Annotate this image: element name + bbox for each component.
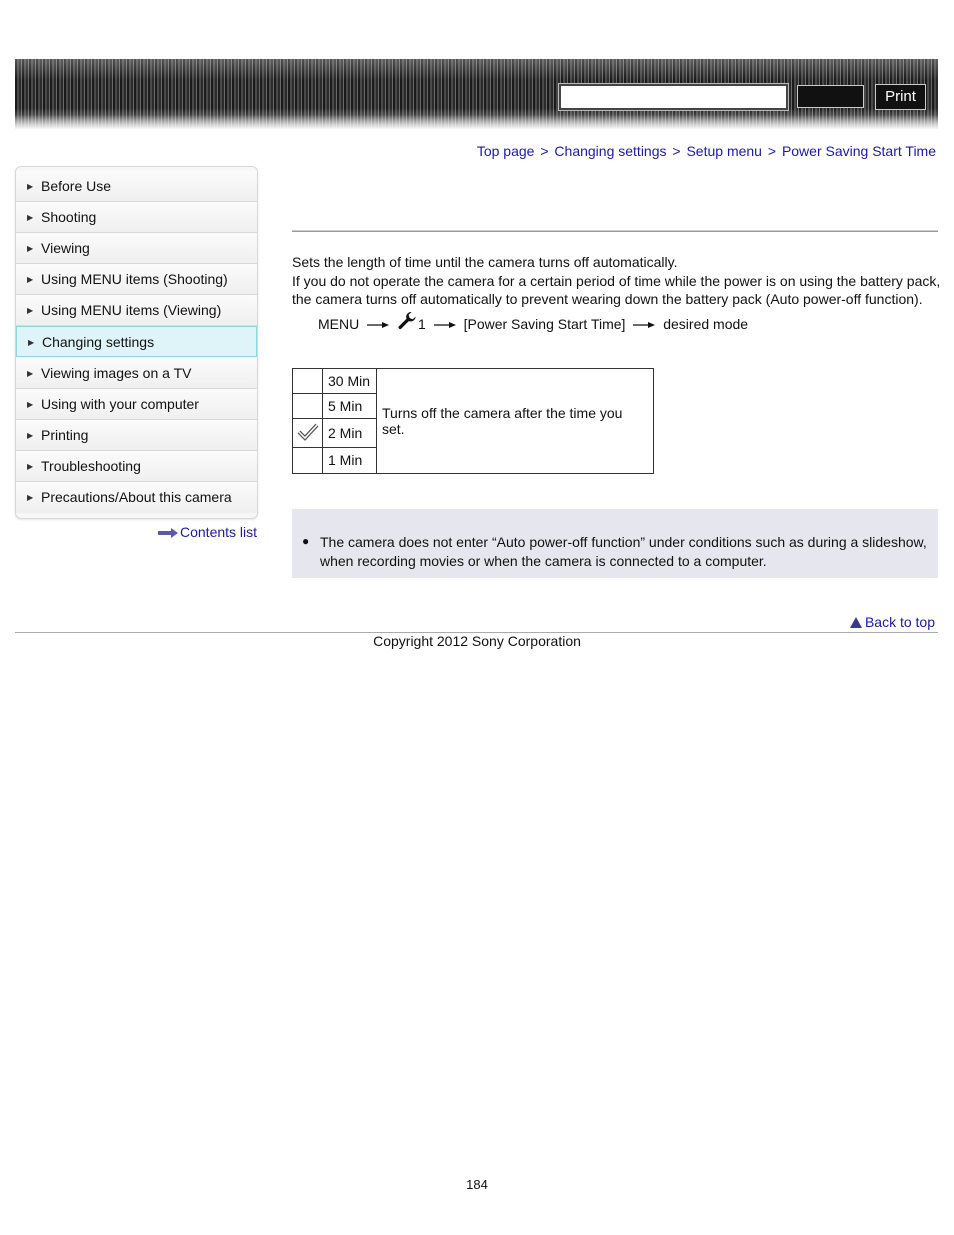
chevron-right-icon: ▶	[27, 400, 34, 409]
sidebar-item-label: Using MENU items (Shooting)	[41, 271, 228, 287]
menu-path-mode: desired mode	[663, 316, 749, 332]
sidebar-item-label: Using with your computer	[41, 396, 199, 412]
sidebar-item-label: Before Use	[41, 178, 112, 194]
default-marker-cell	[293, 369, 323, 394]
triangle-up-icon	[850, 617, 862, 628]
menu-path	[318, 312, 748, 336]
arrow-right-icon	[158, 528, 178, 538]
sidebar-item-viewing[interactable]	[16, 233, 257, 264]
chevron-right-icon: ▶	[27, 493, 34, 502]
print-button[interactable]: Print	[875, 84, 926, 110]
sidebar-item-label: Viewing	[41, 240, 90, 256]
contents-list-label: Contents list	[180, 524, 258, 540]
search-input[interactable]	[559, 84, 788, 110]
sidebar-item-before-use[interactable]	[16, 171, 257, 202]
sidebar-item-label: Changing settings	[42, 334, 155, 350]
sidebar-item-changing-settings[interactable]	[16, 326, 257, 357]
sidebar-item-label: Shooting	[41, 209, 97, 225]
option-label: 30 Min	[323, 369, 377, 394]
option-label: 1 Min	[323, 447, 377, 473]
chevron-right-icon: ▶	[27, 306, 34, 315]
table-row	[293, 369, 654, 394]
sidebar-nav	[15, 166, 258, 519]
description-line: If you do not operate the camera for a certain period of time while the power is on using the battery pack, the camera turns off automatically to prevent wearing down the battery pack (Auto power-off function).	[292, 272, 941, 307]
sidebar-item-troubleshooting[interactable]	[16, 451, 257, 482]
sidebar-item-label: Using MENU items (Viewing)	[41, 302, 222, 318]
copyright: Copyright 2012 Sony Corporation	[373, 633, 581, 649]
header-banner	[15, 59, 938, 129]
sidebar-item-label: Troubleshooting	[41, 458, 141, 474]
arrow-right-icon	[633, 320, 655, 330]
back-to-top-link[interactable]	[850, 614, 935, 630]
chevron-right-icon: ▶	[27, 244, 34, 253]
sidebar-item-precautions[interactable]	[16, 482, 257, 513]
menu-path-menu: MENU	[318, 316, 360, 332]
description-line: Sets the length of time until the camera turns off automatically.	[292, 254, 678, 270]
sidebar-item-shooting[interactable]	[16, 202, 257, 233]
bullet-icon: ●	[302, 534, 310, 548]
note-text: The camera does not enter “Auto power-off function” under conditions such as during a slideshow, when recording movies or when the camera is connected to a computer.	[320, 534, 927, 569]
contents-list-link[interactable]	[158, 524, 257, 540]
default-marker-cell	[293, 394, 323, 419]
back-to-top-label: Back to top	[864, 614, 935, 630]
description	[292, 253, 942, 309]
sidebar-item-label: Viewing images on a TV	[41, 365, 192, 381]
sidebar-item-label: Precautions/About this camera	[41, 489, 232, 505]
option-label: 5 Min	[323, 394, 377, 419]
wrench-icon	[397, 311, 417, 331]
default-marker-cell	[293, 447, 323, 473]
sidebar-item-menu-shooting[interactable]	[16, 264, 257, 295]
breadcrumb-setup-menu[interactable]: Setup menu	[686, 143, 762, 159]
arrow-right-icon	[367, 320, 389, 330]
page-number: 184	[466, 1177, 488, 1192]
chevron-right-icon: ▶	[27, 275, 34, 284]
breadcrumb-changing-settings[interactable]: Changing settings	[554, 143, 667, 159]
breadcrumb-separator: >	[672, 143, 681, 159]
arrow-right-icon	[434, 320, 456, 330]
chevron-right-icon: ▶	[27, 369, 34, 378]
menu-path-setup-number: 1	[418, 316, 426, 332]
chevron-right-icon: ▶	[27, 213, 34, 222]
breadcrumb-top-page[interactable]: Top page	[476, 143, 535, 159]
sidebar-item-computer[interactable]	[16, 389, 257, 420]
option-description: Turns off the camera after the time you set.	[377, 369, 654, 474]
chevron-right-icon: ▶	[27, 182, 34, 191]
breadcrumb	[477, 143, 936, 159]
title-divider	[292, 230, 938, 232]
breadcrumb-current-page[interactable]: Power Saving Start Time	[781, 143, 936, 159]
sidebar-item-label: Printing	[41, 427, 89, 443]
option-label: 2 Min	[323, 419, 377, 447]
sidebar-item-printing[interactable]	[16, 420, 257, 451]
search-button[interactable]	[797, 85, 864, 108]
default-marker-cell	[293, 419, 323, 447]
breadcrumb-separator: >	[767, 143, 777, 159]
menu-path-item: [Power Saving Start Time]	[463, 316, 626, 332]
checkmark-icon	[297, 423, 319, 441]
sidebar-item-viewing-tv[interactable]	[16, 358, 257, 389]
header-fade	[15, 115, 938, 129]
sidebar-item-menu-viewing[interactable]	[16, 295, 257, 326]
breadcrumb-separator: >	[540, 143, 549, 159]
note-box	[292, 509, 938, 578]
chevron-right-icon: ▶	[28, 338, 35, 347]
options-table	[292, 368, 654, 474]
chevron-right-icon: ▶	[27, 431, 34, 440]
chevron-right-icon: ▶	[27, 462, 34, 471]
